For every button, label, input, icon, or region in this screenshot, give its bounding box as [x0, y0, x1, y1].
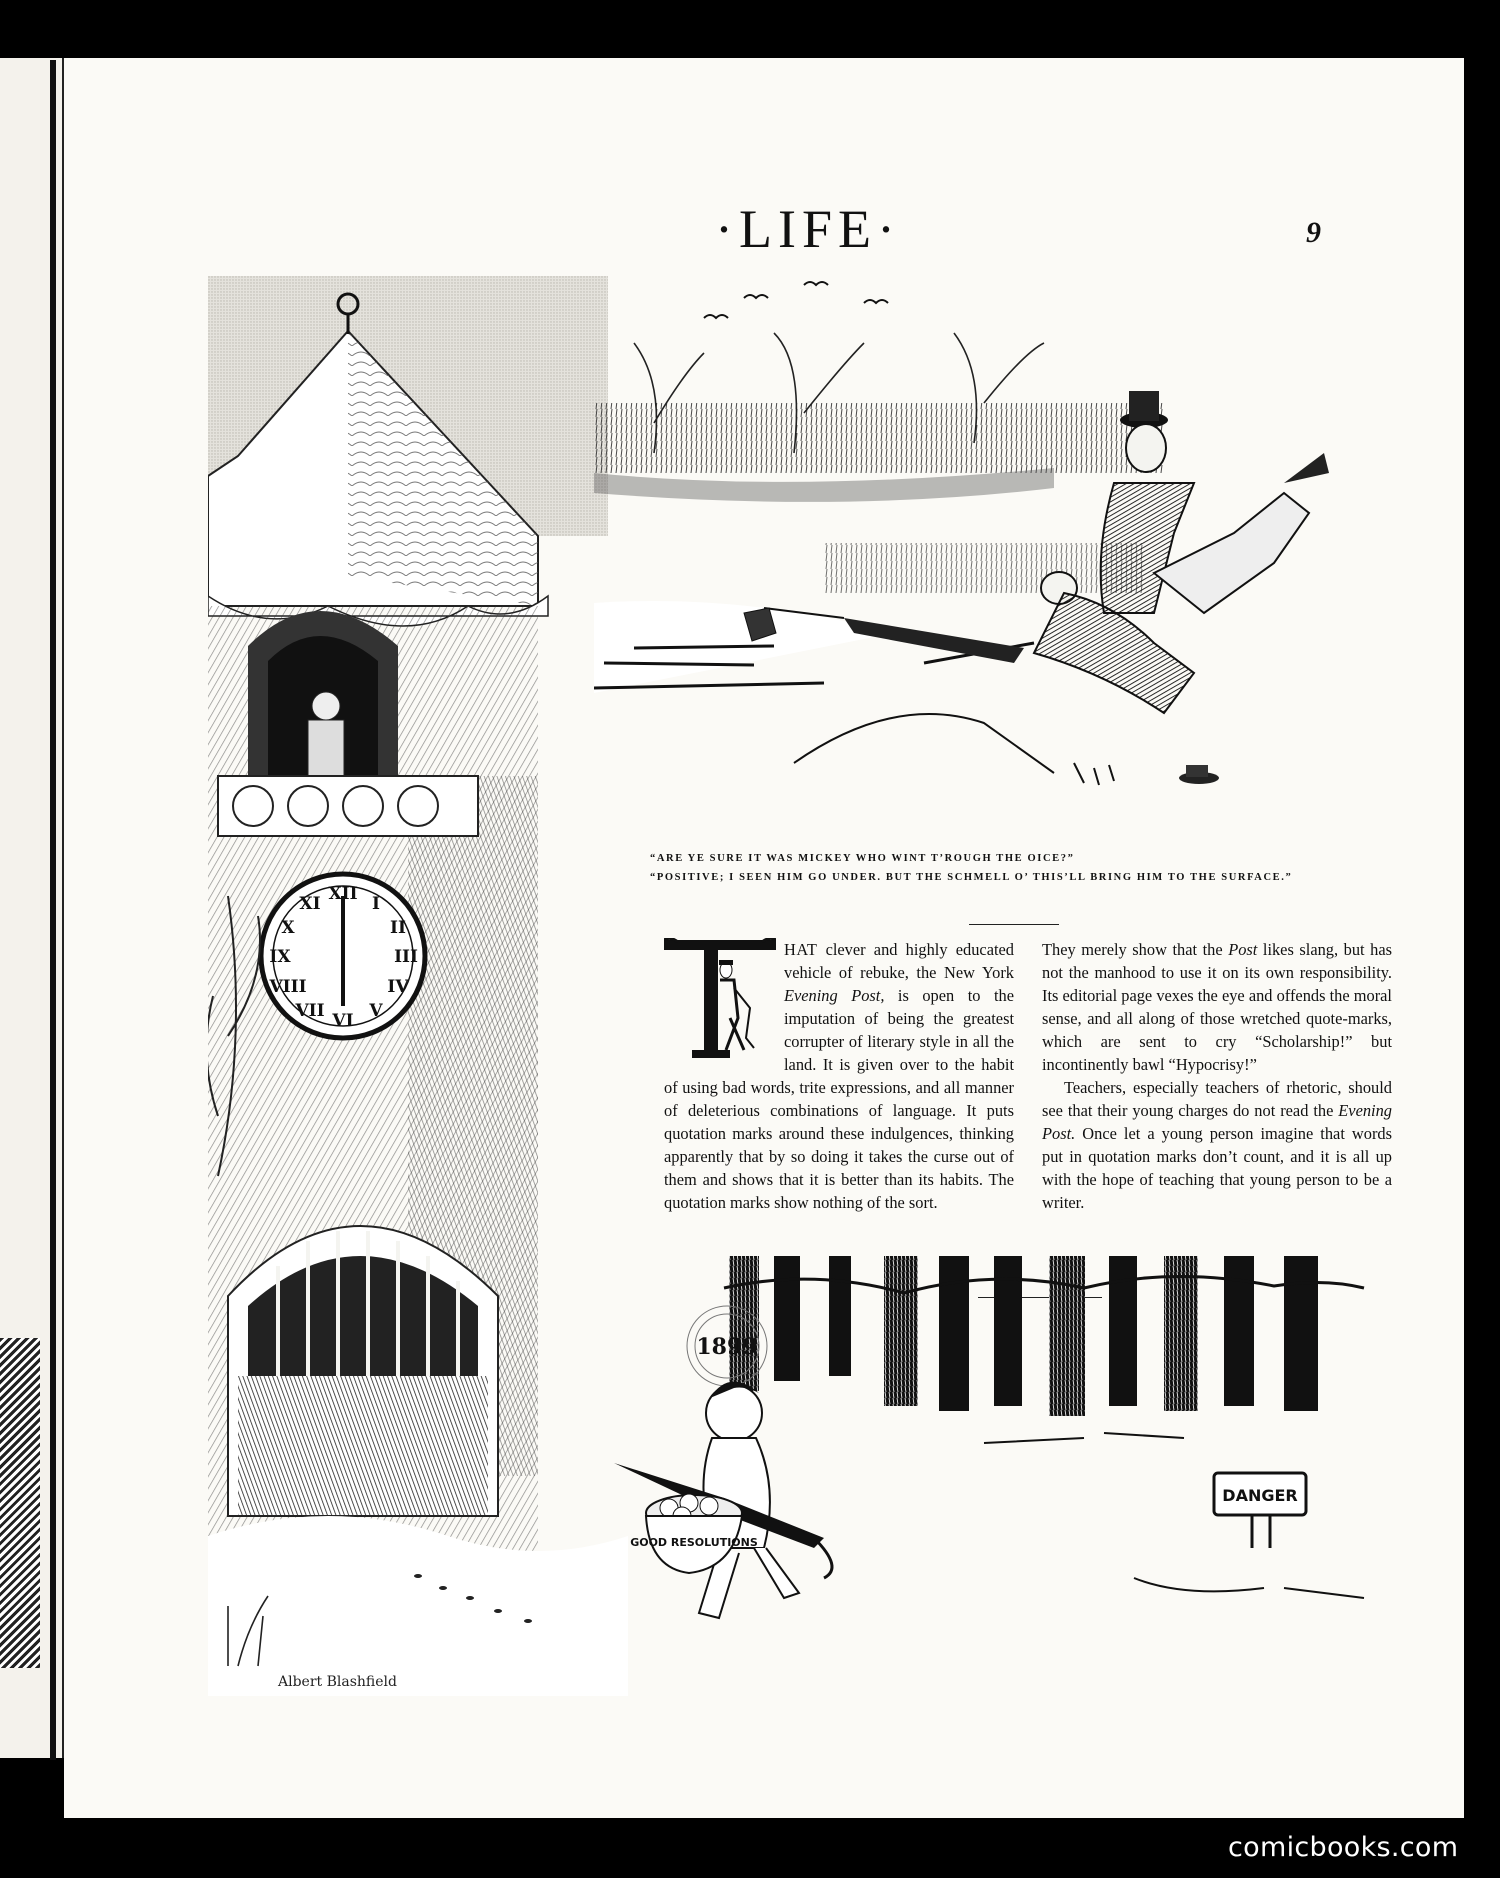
caption-line-1: “ARE YE SURE IT WAS MICKEY WHO WINT T’ROUGH THE OICE?”: [650, 853, 1075, 864]
svg-text:XI: XI: [299, 894, 321, 914]
svg-text:III: III: [394, 947, 418, 967]
artist-signature: Albert Blashfield: [278, 1674, 397, 1690]
ice-skaters-illustration: [594, 273, 1424, 833]
magazine-page: [64, 58, 1464, 1818]
article-left-italic: Evening Post,: [784, 986, 885, 1005]
article-right-p2-italic: Evening Post.: [1042, 1101, 1392, 1143]
page-number: 9: [1306, 216, 1321, 249]
svg-text:I: I: [372, 894, 380, 914]
illustration-caption: [634, 849, 1384, 887]
svg-text:X: X: [281, 918, 295, 938]
caption-line-2: “POSITIVE; I SEEN HIM GO UNDER. BUT THE SCHMELL O’ THIS’LL BRING HIM TO THE SURFACE.”: [650, 872, 1293, 883]
dropcap-t-figure-icon: [664, 938, 776, 1062]
article-right-p2-a: Teachers, especially teachers of rhetoric, should see that their young charges do not read the: [1042, 1078, 1392, 1120]
article-right-p1-a: They merely show that the: [1042, 940, 1229, 959]
article-right-p1-italic: Post: [1228, 940, 1258, 959]
good-resolutions-label: GOOD RESOLUTIONS: [630, 1536, 758, 1549]
year-1899-label: 1899: [696, 1334, 758, 1360]
svg-text:IX: IX: [269, 947, 291, 967]
binding-stitch: [50, 60, 56, 1760]
masthead-title: ·LIFE·: [715, 199, 901, 259]
editorial-article: [664, 938, 1394, 1288]
new-year-cupid-illustration: [484, 1248, 1384, 1718]
svg-text:V: V: [369, 1001, 383, 1021]
article-column-left: [664, 938, 1014, 1214]
svg-text:XII: XII: [328, 884, 358, 904]
article-left-text-end: is open to the imputation of being the greatest corrupter of literary style in all the land. It is given over to the habit of using bad words, trite expressions, and all manner of deleterious combinations of language. It puts quotation marks around these indulgences, thinking apparently that by so doing it takes the curse out of them and shows that it is better than its habits. The quotation marks show nothing of the sort.: [664, 986, 1014, 1212]
svg-text:VIII: VIII: [269, 977, 307, 997]
source-watermark: comicbooks.com: [1228, 1832, 1459, 1863]
article-first-word: HAT: [784, 940, 818, 959]
article-right-p2-b: Once let a young person imagine that words put in quotation marks don’t count, and it is all up with the hope of teaching that young person to be a writer.: [1042, 1124, 1392, 1212]
previous-page-illustration-fragment: [0, 1338, 40, 1668]
svg-text:VII: VII: [295, 1001, 325, 1021]
article-column-right: [1042, 938, 1392, 1214]
svg-text:VI: VI: [332, 1011, 354, 1031]
svg-text:II: II: [390, 918, 406, 938]
article-left-text: clever and highly educated vehicle of rebuke, the New York: [784, 940, 1014, 982]
article-right-p1-b: likes slang, but has not the manhood to use it on its own responsibility. Its editorial page vexes the eye and offends the moral sense, and all along of those wretched quote-marks, which are sent to cry “Scholarship!” but incontinently bawl “Hypocrisy!”: [1042, 940, 1392, 1074]
danger-sign-label: DANGER: [1222, 1486, 1298, 1505]
svg-text:IV: IV: [387, 977, 409, 997]
caption-rule: [969, 924, 1059, 925]
